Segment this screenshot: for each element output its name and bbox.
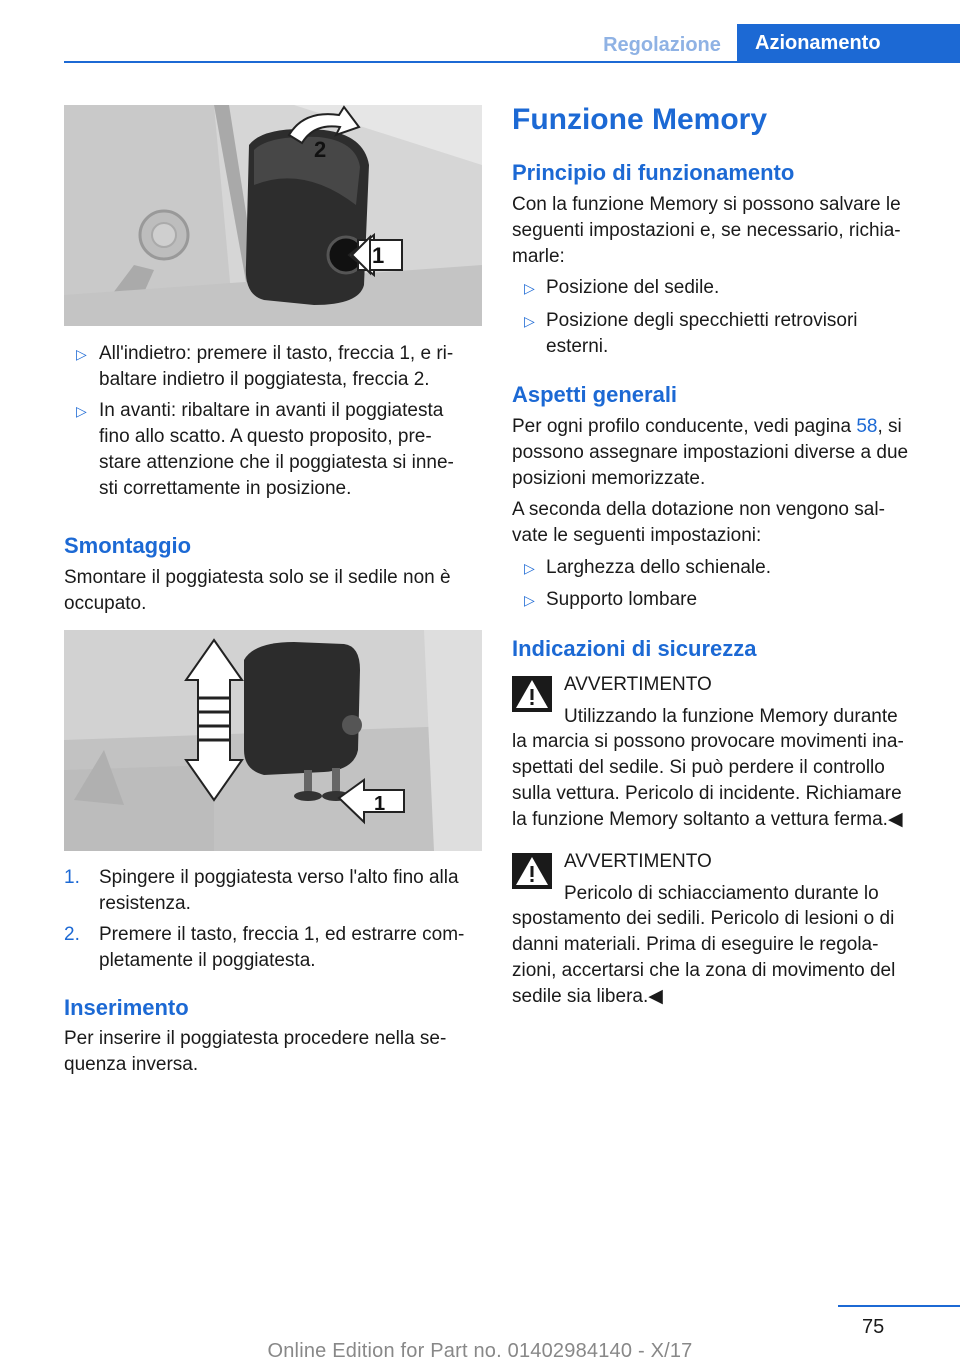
paragraph-smontaggio: Smontare il poggiatesta solo se il sedile non è occupato. <box>64 567 451 614</box>
list-item: Posizione degli specchietti retrovisori esterni. <box>546 310 858 357</box>
list-item: Larghezza dello schienale. <box>546 557 771 578</box>
warning-text: la marcia si possono provocare movimenti ina‐ spettati del sedile. Si può perdere il controllo sulla vettura. Pericolo di incidente. Richiamare la funzione Memory soltanto a vettura ferma.◀ <box>512 731 904 830</box>
bullet-icon: ▷ <box>524 313 535 329</box>
bullet-icon: ▷ <box>524 280 535 296</box>
page-link[interactable]: 58 <box>856 416 878 437</box>
fig2-arrow-1-label: 1 <box>374 793 386 815</box>
tab-regolazione[interactable]: Regolazione <box>603 34 721 56</box>
heading-principio: Principio di funzionamento <box>512 160 795 185</box>
list-item: All'indietro: premere il tasto, freccia 1, e ri‐ baltare indietro il poggiatesta, freccia 2. <box>99 343 454 390</box>
bullet-icon: ▷ <box>524 592 535 608</box>
warning-label: AVVERTIMENTO <box>564 851 712 872</box>
list-item: Posizione del sedile. <box>546 277 720 298</box>
warning-label: AVVERTIMENTO <box>564 674 712 695</box>
page-number: 75 <box>862 1316 885 1338</box>
step-number: 2. <box>64 924 80 945</box>
bullet-icon: ▷ <box>76 403 87 419</box>
fig1-arrow-1-label: 1 <box>372 243 385 268</box>
list-item: Premere il tasto, freccia 1, ed estrarre com‐ pletamente il poggiatesta. <box>99 924 465 971</box>
heading-sicurezza: Indicazioni di sicurezza <box>512 636 757 661</box>
list-item: In avanti: ribaltare in avanti il poggiatesta fino allo scatto. A questo proposito, pre‐ stare attenzione che il poggiatesta si inne‐ sti correttamente in posizione. <box>99 400 454 499</box>
page-title: Funzione Memory <box>512 103 768 136</box>
paragraph-aspetti-2: A seconda della dotazione non vengono sal‐ vate le seguenti impostazioni: <box>512 499 885 546</box>
warning-text-first: Pericolo di schiacciamento durante lo <box>564 883 879 904</box>
warning-text-first: Utilizzando la funzione Memory durante <box>564 706 898 727</box>
list-item: Spingere il poggiatesta verso l'alto fino alla resistenza. <box>99 867 459 914</box>
paragraph-principio: Con la funzione Memory si possono salvare le seguenti impostazioni e, se necessario, richia‐ marle: <box>512 194 901 267</box>
heading-inserimento: Inserimento <box>64 995 189 1020</box>
paragraph-aspetti: Per ogni profilo conducente, vedi pagina 58, si possono assegnare impostazioni diverse a due posizioni memorizzate. <box>512 416 909 489</box>
bullet-icon: ▷ <box>524 560 535 576</box>
warning-triangle-icon <box>512 853 552 889</box>
headrest-removal-figure <box>64 630 482 851</box>
heading-smontaggio: Smontaggio <box>64 533 192 558</box>
warning-text: spostamento dei sedili. Pericolo di lesioni o di danni materiali. Prima di eseguire le regola‐ zioni, accertarsi che la zona di movimento del sedile sia libera.◀ <box>512 908 896 1007</box>
bullet-icon: ▷ <box>76 346 87 362</box>
headrest-tilt-figure <box>64 105 482 326</box>
step-number: 1. <box>64 867 80 888</box>
warning-triangle-icon <box>512 676 552 712</box>
fig1-arrow-2-label: 2 <box>314 137 327 162</box>
tab-azionamento[interactable]: Azionamento <box>737 24 960 62</box>
header-rule <box>64 61 960 63</box>
paragraph-inserimento: Per inserire il poggiatesta procedere nella se‐ quenza inversa. <box>64 1028 447 1075</box>
list-item: Supporto lombare <box>546 589 698 610</box>
edition-footer: Online Edition for Part no. 01402984140 - X/17 <box>267 1340 693 1362</box>
heading-aspetti: Aspetti generali <box>512 382 678 407</box>
footer-rule <box>838 1305 960 1307</box>
